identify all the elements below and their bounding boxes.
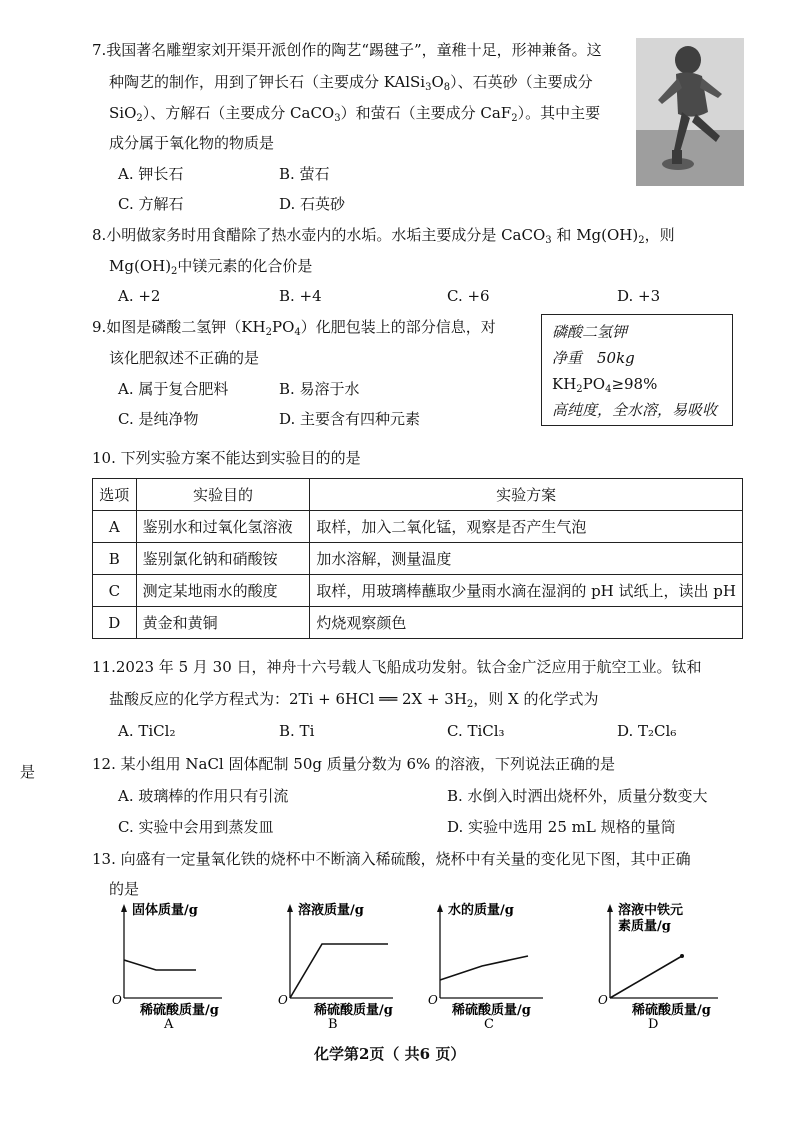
kicking-shuttlecock-sculpture-image: [636, 38, 744, 186]
chart-c-origin: O: [428, 993, 438, 1007]
q7-option-b: B. 萤石: [279, 165, 330, 183]
chart-d-y-arrow: [607, 904, 613, 912]
chart-b-letter: B: [328, 1017, 338, 1032]
table-header-row: [93, 479, 743, 511]
chart-c-letter: C: [484, 1017, 494, 1032]
chart-b-curve: [290, 944, 388, 998]
header-option: 选项: [93, 479, 137, 511]
page-footer: 化学第2页（ 共6 页）: [314, 1045, 466, 1063]
q9-line-1: 9.如图是磷酸二氢钾$(KH_2PO_4)$化肥包装上的部分信息，对: [92, 318, 496, 338]
q7-option-c: C. 方解石: [118, 195, 184, 213]
chart-a: [112, 900, 232, 1035]
q7-line-4: 成分属于氧化物的物质是: [109, 134, 275, 152]
row-b-option: B: [93, 543, 137, 575]
q8-option-c: C. +6: [447, 287, 490, 305]
chart-d-xlabel: 稀硫酸质量/g: [632, 1003, 711, 1018]
chart-d-ylabel-2: 素质量/g: [618, 919, 671, 934]
row-a-plan: 取样，加入二氧化锰，观察是否产生气泡: [310, 511, 743, 543]
chart-a-origin: O: [112, 993, 122, 1007]
chart-c: [428, 900, 553, 1035]
q11-line-2: 盐酸反应的化学方程式为：2Ti + 6HCl ══ $2X + 3H_2$，则 X 的化学式为: [109, 690, 599, 710]
row-d-option: D: [93, 607, 137, 639]
chart-b-y-arrow: [287, 904, 293, 912]
chart-b-ylabel: 溶液质量/g: [298, 903, 364, 918]
chart-a-letter: A: [164, 1017, 174, 1032]
row-b-purpose: 鉴别氯化钠和硝酸铵: [136, 543, 310, 575]
q13-line-2: 的是: [109, 880, 140, 898]
header-plan: 实验方案: [310, 479, 743, 511]
table-row: [93, 543, 743, 575]
q12-option-c: C. 实验中会用到蒸发皿: [118, 818, 274, 836]
header-purpose: 实验目的: [136, 479, 310, 511]
chart-d: [598, 900, 728, 1035]
q9-line-2: 该化肥叙述不正确的是: [109, 349, 260, 367]
q7-line-2: 种陶艺的制作，用到了钾长石（主要成分 $KAlSi_3O_8$）、石英砂（主要成分: [109, 73, 593, 93]
q12-line-1: 12. 某小组用 NaCl 固体配制 50g 质量分数为 6% 的溶液，下列说法正确的是: [92, 755, 616, 773]
chart-c-ylabel: 水的质量/g: [448, 903, 514, 918]
row-c-purpose: 测定某地雨水的酸度: [136, 575, 310, 607]
q8-line-2: $Mg(OH)_2$中镁元素的化合价是: [109, 257, 313, 277]
chart-d-curve: [610, 956, 682, 998]
q12-option-d: D. 实验中选用 25 mL 规格的量筒: [447, 818, 676, 836]
row-d-purpose: 黄金和黄铜: [136, 607, 310, 639]
row-b-plan: 加水溶解，测量温度: [310, 543, 743, 575]
q12-option-a: A. 玻璃棒的作用只有引流: [118, 787, 289, 805]
experiment-plan-table: [92, 478, 743, 639]
label-note: 高纯度，全水溶，易吸收: [552, 401, 718, 419]
q11-option-a: A. TiCl₂: [118, 722, 176, 740]
row-a-option: A: [93, 511, 137, 543]
q11-option-d: D. T₂Cl₆: [617, 722, 677, 740]
chart-a-ylabel: 固体质量/g: [132, 903, 198, 918]
chart-a-curve: [124, 960, 196, 970]
row-d-plan: 灼烧观察颜色: [310, 607, 743, 639]
q9-option-b: B. 易溶于水: [279, 380, 360, 398]
q8-line-1: 8.小明做家务时用食醋除了热水壶内的水垢。水垢主要成分是 CaCO$_3$ 和 $Mg(OH)_2$，则: [92, 226, 675, 246]
chart-b-xlabel: 稀硫酸质量/g: [314, 1003, 393, 1018]
q11-option-b: B. Ti: [279, 722, 315, 740]
label-title: 磷酸二氢钾: [552, 323, 628, 341]
q7-line-3: SiO$_2$）、方解石（主要成分 CaCO$_3$）和萤石（主要成分 CaF$_2$）。其中主要: [109, 104, 601, 124]
table-row: [93, 511, 743, 543]
q7-option-d: D. 石英砂: [279, 195, 346, 213]
q8-option-a: A. +2: [118, 287, 161, 305]
q11-line-1: 11.2023 年 5 月 30 日，神舟十六号载人飞船成功发射。钛合金广泛应用于航空工业。钛和: [92, 658, 702, 676]
chart-b: [278, 900, 403, 1035]
chart-a-xlabel: 稀硫酸质量/g: [140, 1003, 219, 1018]
chart-a-y-arrow: [121, 904, 127, 912]
row-c-plan: 取样，用玻璃棒蘸取少量雨水滴在湿润的 pH 试纸上，读出 pH: [310, 575, 743, 607]
sculpture-photo: [636, 38, 744, 186]
q7-option-a: A. 钾长石: [118, 165, 184, 183]
chart-b-origin: O: [278, 993, 288, 1007]
chart-d-letter: D: [648, 1017, 659, 1032]
q7-line-1: 7.我国著名雕塑家刘开渠开派创作的陶艺“踢毽子”，童稚十足，形神兼备。这: [92, 41, 602, 59]
label-formula: $KH_2PO_4\ge 98\%$: [552, 375, 658, 395]
chart-c-curve: [440, 956, 528, 980]
chart-d-endpoint: [680, 954, 684, 958]
q8-option-b: B. +4: [279, 287, 322, 305]
q11-option-c: C. TiCl₃: [447, 722, 505, 740]
chart-d-ylabel-1: 溶液中铁元: [618, 903, 684, 918]
chart-d-origin: O: [598, 993, 608, 1007]
margin-character: 是: [20, 763, 36, 781]
table-row: [93, 575, 743, 607]
chart-c-y-arrow: [437, 904, 443, 912]
row-a-purpose: 鉴别水和过氧化氢溶液: [136, 511, 310, 543]
row-c-option: C: [93, 575, 137, 607]
q13-line-1: 13. 向盛有一定量氧化铁的烧杯中不断滴入稀硫酸，烧杯中有关量的变化见下图，其中正确: [92, 850, 691, 868]
q9-option-a: A. 属于复合肥料: [118, 380, 229, 398]
fertilizer-label-box: [541, 314, 733, 426]
q10-title: 10. 下列实验方案不能达到实验目的的是: [92, 449, 361, 467]
q8-option-d: D. +3: [617, 287, 661, 305]
chart-c-xlabel: 稀硫酸质量/g: [452, 1003, 531, 1018]
q9-option-c: C. 是纯净物: [118, 410, 199, 428]
label-weight: 净重 50kg: [552, 349, 635, 367]
table-row: [93, 607, 743, 639]
q12-option-b: B. 水倒入时洒出烧杯外，质量分数变大: [447, 787, 708, 805]
q9-option-d: D. 主要含有四种元素: [279, 410, 421, 428]
